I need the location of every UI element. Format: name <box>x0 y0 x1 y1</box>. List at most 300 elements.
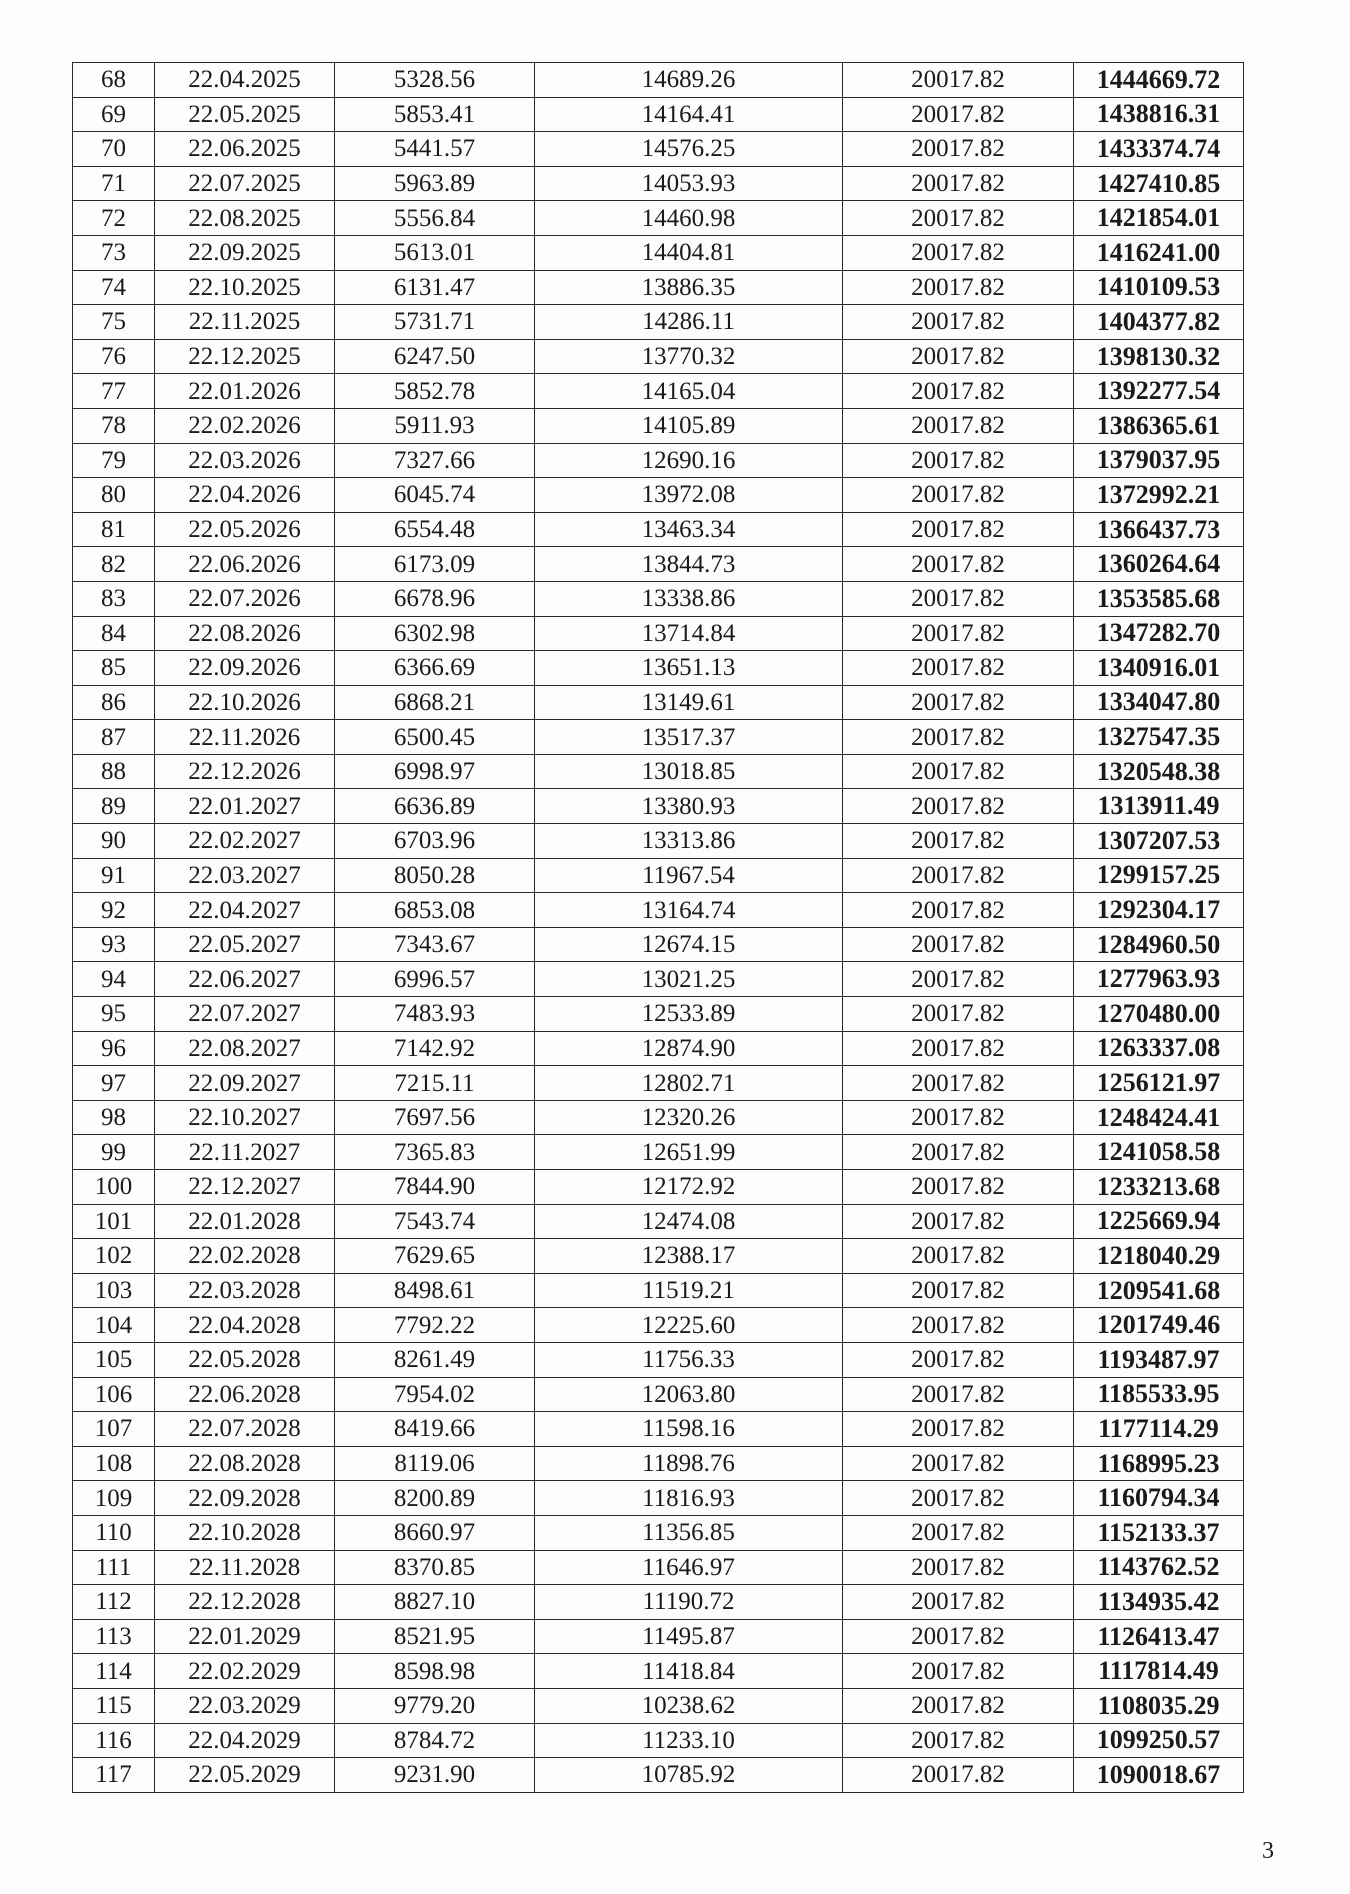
principal-cell: 6500.45 <box>335 720 535 755</box>
payment-amount-cell: 20017.82 <box>843 1654 1074 1689</box>
payment-amount-cell: 20017.82 <box>843 1481 1074 1516</box>
interest-cell: 12474.08 <box>535 1204 843 1239</box>
table-row <box>73 270 1244 305</box>
payment-date-cell: 22.04.2026 <box>155 478 335 513</box>
principal-cell: 6868.21 <box>335 685 535 720</box>
principal-cell: 5853.41 <box>335 97 535 132</box>
payment-number-cell: 83 <box>73 581 155 616</box>
payment-amount-cell: 20017.82 <box>843 1170 1074 1205</box>
interest-cell: 12690.16 <box>535 443 843 478</box>
payment-date-cell: 22.03.2027 <box>155 858 335 893</box>
payment-amount-cell: 20017.82 <box>843 339 1074 374</box>
table-row <box>73 1412 1244 1447</box>
table-row <box>73 132 1244 167</box>
principal-cell: 8827.10 <box>335 1585 535 1620</box>
payment-date-cell: 22.05.2027 <box>155 927 335 962</box>
payment-number-cell: 113 <box>73 1619 155 1654</box>
payment-number-cell: 69 <box>73 97 155 132</box>
table-row <box>73 1239 1244 1274</box>
table-row <box>73 97 1244 132</box>
payment-number-cell: 74 <box>73 270 155 305</box>
table-row <box>73 1446 1244 1481</box>
remaining-balance-cell: 1433374.74 <box>1074 132 1244 167</box>
payment-amount-cell: 20017.82 <box>843 581 1074 616</box>
payment-date-cell: 22.07.2026 <box>155 581 335 616</box>
principal-cell: 7629.65 <box>335 1239 535 1274</box>
remaining-balance-cell: 1108035.29 <box>1074 1688 1244 1723</box>
table-row <box>73 1619 1244 1654</box>
payment-amount-cell: 20017.82 <box>843 962 1074 997</box>
payment-amount-cell: 20017.82 <box>843 305 1074 340</box>
principal-cell: 8498.61 <box>335 1273 535 1308</box>
table-row <box>73 651 1244 686</box>
principal-cell: 5731.71 <box>335 305 535 340</box>
table-row <box>73 478 1244 513</box>
table-row <box>73 408 1244 443</box>
payment-amount-cell: 20017.82 <box>843 1342 1074 1377</box>
interest-cell: 13313.86 <box>535 824 843 859</box>
payment-number-cell: 116 <box>73 1723 155 1758</box>
interest-cell: 14460.98 <box>535 201 843 236</box>
interest-cell: 11233.10 <box>535 1723 843 1758</box>
payment-number-cell: 97 <box>73 1066 155 1101</box>
table-row <box>73 997 1244 1032</box>
remaining-balance-cell: 1168995.23 <box>1074 1446 1244 1481</box>
payment-date-cell: 22.09.2028 <box>155 1481 335 1516</box>
table-row <box>73 685 1244 720</box>
table-row <box>73 720 1244 755</box>
table-row <box>73 166 1244 201</box>
payment-amount-cell: 20017.82 <box>843 547 1074 582</box>
principal-cell: 7792.22 <box>335 1308 535 1343</box>
payment-amount-cell: 20017.82 <box>843 408 1074 443</box>
table-row <box>73 339 1244 374</box>
payment-amount-cell: 20017.82 <box>843 685 1074 720</box>
table-row <box>73 858 1244 893</box>
payment-amount-cell: 20017.82 <box>843 789 1074 824</box>
payment-number-cell: 75 <box>73 305 155 340</box>
payment-amount-cell: 20017.82 <box>843 754 1074 789</box>
principal-cell: 6996.57 <box>335 962 535 997</box>
remaining-balance-cell: 1410109.53 <box>1074 270 1244 305</box>
payment-number-cell: 95 <box>73 997 155 1032</box>
payment-date-cell: 22.12.2028 <box>155 1585 335 1620</box>
remaining-balance-cell: 1270480.00 <box>1074 997 1244 1032</box>
table-row <box>73 1550 1244 1585</box>
table-row <box>73 1758 1244 1793</box>
payment-amount-cell: 20017.82 <box>843 63 1074 98</box>
payment-number-cell: 107 <box>73 1412 155 1447</box>
remaining-balance-cell: 1307207.53 <box>1074 824 1244 859</box>
interest-cell: 14105.89 <box>535 408 843 443</box>
remaining-balance-cell: 1366437.73 <box>1074 512 1244 547</box>
principal-cell: 6678.96 <box>335 581 535 616</box>
principal-cell: 8419.66 <box>335 1412 535 1447</box>
payment-amount-cell: 20017.82 <box>843 201 1074 236</box>
table-row <box>73 1308 1244 1343</box>
remaining-balance-cell: 1143762.52 <box>1074 1550 1244 1585</box>
payment-number-cell: 109 <box>73 1481 155 1516</box>
table-row <box>73 305 1244 340</box>
payment-date-cell: 22.11.2028 <box>155 1550 335 1585</box>
remaining-balance-cell: 1444669.72 <box>1074 63 1244 98</box>
interest-cell: 13021.25 <box>535 962 843 997</box>
payment-number-cell: 90 <box>73 824 155 859</box>
payment-date-cell: 22.03.2026 <box>155 443 335 478</box>
remaining-balance-cell: 1347282.70 <box>1074 616 1244 651</box>
remaining-balance-cell: 1241058.58 <box>1074 1135 1244 1170</box>
principal-cell: 6173.09 <box>335 547 535 582</box>
payment-number-cell: 91 <box>73 858 155 893</box>
interest-cell: 14689.26 <box>535 63 843 98</box>
interest-cell: 11519.21 <box>535 1273 843 1308</box>
principal-cell: 8660.97 <box>335 1515 535 1550</box>
interest-cell: 11898.76 <box>535 1446 843 1481</box>
payment-date-cell: 22.10.2025 <box>155 270 335 305</box>
payment-date-cell: 22.08.2026 <box>155 616 335 651</box>
payment-number-cell: 78 <box>73 408 155 443</box>
remaining-balance-cell: 1392277.54 <box>1074 374 1244 409</box>
payment-number-cell: 81 <box>73 512 155 547</box>
interest-cell: 11418.84 <box>535 1654 843 1689</box>
principal-cell: 7343.67 <box>335 927 535 962</box>
remaining-balance-cell: 1320548.38 <box>1074 754 1244 789</box>
payment-schedule-table <box>72 62 1244 1793</box>
payment-number-cell: 72 <box>73 201 155 236</box>
payment-number-cell: 86 <box>73 685 155 720</box>
payment-date-cell: 22.04.2028 <box>155 1308 335 1343</box>
table-row <box>73 1342 1244 1377</box>
table-row <box>73 63 1244 98</box>
payment-date-cell: 22.04.2025 <box>155 63 335 98</box>
remaining-balance-cell: 1152133.37 <box>1074 1515 1244 1550</box>
interest-cell: 13651.13 <box>535 651 843 686</box>
principal-cell: 5852.78 <box>335 374 535 409</box>
interest-cell: 12651.99 <box>535 1135 843 1170</box>
principal-cell: 6554.48 <box>335 512 535 547</box>
remaining-balance-cell: 1379037.95 <box>1074 443 1244 478</box>
principal-cell: 5328.56 <box>335 63 535 98</box>
payment-date-cell: 22.02.2026 <box>155 408 335 443</box>
payment-date-cell: 22.10.2028 <box>155 1515 335 1550</box>
payment-date-cell: 22.02.2027 <box>155 824 335 859</box>
interest-cell: 12388.17 <box>535 1239 843 1274</box>
payment-number-cell: 94 <box>73 962 155 997</box>
payment-date-cell: 22.09.2027 <box>155 1066 335 1101</box>
payment-date-cell: 22.01.2026 <box>155 374 335 409</box>
remaining-balance-cell: 1248424.41 <box>1074 1100 1244 1135</box>
table-row <box>73 1135 1244 1170</box>
payment-date-cell: 22.09.2025 <box>155 235 335 270</box>
payment-number-cell: 105 <box>73 1342 155 1377</box>
principal-cell: 6636.89 <box>335 789 535 824</box>
payment-amount-cell: 20017.82 <box>843 132 1074 167</box>
payment-date-cell: 22.01.2028 <box>155 1204 335 1239</box>
payment-amount-cell: 20017.82 <box>843 1758 1074 1793</box>
principal-cell: 9231.90 <box>335 1758 535 1793</box>
interest-cell: 14165.04 <box>535 374 843 409</box>
remaining-balance-cell: 1099250.57 <box>1074 1723 1244 1758</box>
payment-amount-cell: 20017.82 <box>843 1031 1074 1066</box>
payment-date-cell: 22.12.2026 <box>155 754 335 789</box>
principal-cell: 8784.72 <box>335 1723 535 1758</box>
interest-cell: 11756.33 <box>535 1342 843 1377</box>
payment-number-cell: 102 <box>73 1239 155 1274</box>
table-row <box>73 1204 1244 1239</box>
remaining-balance-cell: 1360264.64 <box>1074 547 1244 582</box>
table-row <box>73 927 1244 962</box>
table-row <box>73 754 1244 789</box>
payment-amount-cell: 20017.82 <box>843 1446 1074 1481</box>
interest-cell: 12674.15 <box>535 927 843 962</box>
table-row <box>73 1481 1244 1516</box>
table-row <box>73 962 1244 997</box>
table-row <box>73 1654 1244 1689</box>
payment-number-cell: 87 <box>73 720 155 755</box>
principal-cell: 7215.11 <box>335 1066 535 1101</box>
principal-cell: 6045.74 <box>335 478 535 513</box>
remaining-balance-cell: 1372992.21 <box>1074 478 1244 513</box>
payment-amount-cell: 20017.82 <box>843 616 1074 651</box>
payment-number-cell: 112 <box>73 1585 155 1620</box>
payment-amount-cell: 20017.82 <box>843 824 1074 859</box>
principal-cell: 6998.97 <box>335 754 535 789</box>
principal-cell: 9779.20 <box>335 1688 535 1723</box>
principal-cell: 6366.69 <box>335 651 535 686</box>
payment-amount-cell: 20017.82 <box>843 1239 1074 1274</box>
payment-date-cell: 22.08.2027 <box>155 1031 335 1066</box>
payment-number-cell: 108 <box>73 1446 155 1481</box>
remaining-balance-cell: 1209541.68 <box>1074 1273 1244 1308</box>
payment-amount-cell: 20017.82 <box>843 1100 1074 1135</box>
principal-cell: 7365.83 <box>335 1135 535 1170</box>
payment-date-cell: 22.12.2025 <box>155 339 335 374</box>
table-row <box>73 824 1244 859</box>
payment-amount-cell: 20017.82 <box>843 1377 1074 1412</box>
table-row <box>73 893 1244 928</box>
payment-number-cell: 84 <box>73 616 155 651</box>
interest-cell: 12802.71 <box>535 1066 843 1101</box>
payment-amount-cell: 20017.82 <box>843 1619 1074 1654</box>
principal-cell: 6302.98 <box>335 616 535 651</box>
table-row <box>73 512 1244 547</box>
table-row <box>73 1100 1244 1135</box>
payment-amount-cell: 20017.82 <box>843 1135 1074 1170</box>
payment-amount-cell: 20017.82 <box>843 374 1074 409</box>
payment-date-cell: 22.02.2029 <box>155 1654 335 1689</box>
interest-cell: 13517.37 <box>535 720 843 755</box>
principal-cell: 7543.74 <box>335 1204 535 1239</box>
principal-cell: 5613.01 <box>335 235 535 270</box>
remaining-balance-cell: 1327547.35 <box>1074 720 1244 755</box>
payment-number-cell: 92 <box>73 893 155 928</box>
payment-date-cell: 22.01.2029 <box>155 1619 335 1654</box>
table-row <box>73 1377 1244 1412</box>
table-row <box>73 374 1244 409</box>
principal-cell: 8598.98 <box>335 1654 535 1689</box>
interest-cell: 14404.81 <box>535 235 843 270</box>
payment-number-cell: 110 <box>73 1515 155 1550</box>
interest-cell: 12063.80 <box>535 1377 843 1412</box>
payment-date-cell: 22.07.2028 <box>155 1412 335 1447</box>
interest-cell: 11816.93 <box>535 1481 843 1516</box>
remaining-balance-cell: 1185533.95 <box>1074 1377 1244 1412</box>
remaining-balance-cell: 1340916.01 <box>1074 651 1244 686</box>
payment-amount-cell: 20017.82 <box>843 858 1074 893</box>
interest-cell: 13844.73 <box>535 547 843 582</box>
table-row <box>73 616 1244 651</box>
table-row <box>73 1031 1244 1066</box>
payment-amount-cell: 20017.82 <box>843 1550 1074 1585</box>
interest-cell: 11646.97 <box>535 1550 843 1585</box>
table-row <box>73 1688 1244 1723</box>
payment-number-cell: 101 <box>73 1204 155 1239</box>
remaining-balance-cell: 1427410.85 <box>1074 166 1244 201</box>
payment-date-cell: 22.05.2028 <box>155 1342 335 1377</box>
interest-cell: 13886.35 <box>535 270 843 305</box>
remaining-balance-cell: 1292304.17 <box>1074 893 1244 928</box>
remaining-balance-cell: 1353585.68 <box>1074 581 1244 616</box>
remaining-balance-cell: 1117814.49 <box>1074 1654 1244 1689</box>
remaining-balance-cell: 1386365.61 <box>1074 408 1244 443</box>
remaining-balance-cell: 1313911.49 <box>1074 789 1244 824</box>
interest-cell: 12874.90 <box>535 1031 843 1066</box>
interest-cell: 13018.85 <box>535 754 843 789</box>
payment-date-cell: 22.05.2026 <box>155 512 335 547</box>
remaining-balance-cell: 1334047.80 <box>1074 685 1244 720</box>
interest-cell: 12320.26 <box>535 1100 843 1135</box>
remaining-balance-cell: 1398130.32 <box>1074 339 1244 374</box>
payment-number-cell: 68 <box>73 63 155 98</box>
payment-number-cell: 103 <box>73 1273 155 1308</box>
table-row <box>73 1273 1244 1308</box>
payment-number-cell: 115 <box>73 1688 155 1723</box>
remaining-balance-cell: 1233213.68 <box>1074 1170 1244 1205</box>
principal-cell: 8050.28 <box>335 858 535 893</box>
principal-cell: 7954.02 <box>335 1377 535 1412</box>
interest-cell: 12172.92 <box>535 1170 843 1205</box>
principal-cell: 5441.57 <box>335 132 535 167</box>
payment-date-cell: 22.05.2025 <box>155 97 335 132</box>
payment-date-cell: 22.08.2025 <box>155 201 335 236</box>
payment-amount-cell: 20017.82 <box>843 893 1074 928</box>
principal-cell: 6853.08 <box>335 893 535 928</box>
payment-date-cell: 22.07.2025 <box>155 166 335 201</box>
principal-cell: 8521.95 <box>335 1619 535 1654</box>
payment-date-cell: 22.12.2027 <box>155 1170 335 1205</box>
payment-amount-cell: 20017.82 <box>843 1688 1074 1723</box>
interest-cell: 11190.72 <box>535 1585 843 1620</box>
remaining-balance-cell: 1277963.93 <box>1074 962 1244 997</box>
principal-cell: 5556.84 <box>335 201 535 236</box>
payment-amount-cell: 20017.82 <box>843 1412 1074 1447</box>
payment-amount-cell: 20017.82 <box>843 927 1074 962</box>
remaining-balance-cell: 1438816.31 <box>1074 97 1244 132</box>
payment-amount-cell: 20017.82 <box>843 720 1074 755</box>
interest-cell: 13338.86 <box>535 581 843 616</box>
table-row <box>73 1723 1244 1758</box>
payment-number-cell: 70 <box>73 132 155 167</box>
payment-number-cell: 76 <box>73 339 155 374</box>
payment-amount-cell: 20017.82 <box>843 97 1074 132</box>
payment-amount-cell: 20017.82 <box>843 1723 1074 1758</box>
remaining-balance-cell: 1134935.42 <box>1074 1585 1244 1620</box>
payment-date-cell: 22.04.2029 <box>155 1723 335 1758</box>
payment-schedule-body <box>73 63 1244 1793</box>
principal-cell: 7483.93 <box>335 997 535 1032</box>
principal-cell: 8261.49 <box>335 1342 535 1377</box>
remaining-balance-cell: 1201749.46 <box>1074 1308 1244 1343</box>
interest-cell: 13972.08 <box>535 478 843 513</box>
table-row <box>73 789 1244 824</box>
interest-cell: 14164.41 <box>535 97 843 132</box>
payment-number-cell: 71 <box>73 166 155 201</box>
principal-cell: 7844.90 <box>335 1170 535 1205</box>
payment-amount-cell: 20017.82 <box>843 1308 1074 1343</box>
payment-number-cell: 106 <box>73 1377 155 1412</box>
payment-number-cell: 93 <box>73 927 155 962</box>
payment-date-cell: 22.06.2027 <box>155 962 335 997</box>
payment-date-cell: 22.01.2027 <box>155 789 335 824</box>
remaining-balance-cell: 1193487.97 <box>1074 1342 1244 1377</box>
page-number: 3 <box>1262 1838 1274 1864</box>
payment-number-cell: 82 <box>73 547 155 582</box>
payment-amount-cell: 20017.82 <box>843 478 1074 513</box>
payment-number-cell: 100 <box>73 1170 155 1205</box>
table-row <box>73 235 1244 270</box>
interest-cell: 11598.16 <box>535 1412 843 1447</box>
principal-cell: 6131.47 <box>335 270 535 305</box>
remaining-balance-cell: 1284960.50 <box>1074 927 1244 962</box>
table-row <box>73 547 1244 582</box>
table-row <box>73 1585 1244 1620</box>
payment-number-cell: 117 <box>73 1758 155 1793</box>
payment-amount-cell: 20017.82 <box>843 270 1074 305</box>
remaining-balance-cell: 1218040.29 <box>1074 1239 1244 1274</box>
principal-cell: 8200.89 <box>335 1481 535 1516</box>
payment-number-cell: 73 <box>73 235 155 270</box>
payment-date-cell: 22.10.2027 <box>155 1100 335 1135</box>
payment-date-cell: 22.08.2028 <box>155 1446 335 1481</box>
table-row <box>73 1170 1244 1205</box>
payment-number-cell: 88 <box>73 754 155 789</box>
payment-number-cell: 85 <box>73 651 155 686</box>
interest-cell: 13149.61 <box>535 685 843 720</box>
payment-number-cell: 98 <box>73 1100 155 1135</box>
payment-date-cell: 22.11.2026 <box>155 720 335 755</box>
payment-date-cell: 22.06.2025 <box>155 132 335 167</box>
interest-cell: 14286.11 <box>535 305 843 340</box>
principal-cell: 8370.85 <box>335 1550 535 1585</box>
principal-cell: 6247.50 <box>335 339 535 374</box>
payment-number-cell: 80 <box>73 478 155 513</box>
interest-cell: 13770.32 <box>535 339 843 374</box>
interest-cell: 13380.93 <box>535 789 843 824</box>
payment-amount-cell: 20017.82 <box>843 1515 1074 1550</box>
payment-date-cell: 22.11.2025 <box>155 305 335 340</box>
payment-amount-cell: 20017.82 <box>843 166 1074 201</box>
payment-date-cell: 22.10.2026 <box>155 685 335 720</box>
remaining-balance-cell: 1416241.00 <box>1074 235 1244 270</box>
payment-date-cell: 22.09.2026 <box>155 651 335 686</box>
table-row <box>73 1066 1244 1101</box>
payment-number-cell: 79 <box>73 443 155 478</box>
remaining-balance-cell: 1256121.97 <box>1074 1066 1244 1101</box>
interest-cell: 11356.85 <box>535 1515 843 1550</box>
payment-amount-cell: 20017.82 <box>843 443 1074 478</box>
principal-cell: 7697.56 <box>335 1100 535 1135</box>
payment-number-cell: 77 <box>73 374 155 409</box>
